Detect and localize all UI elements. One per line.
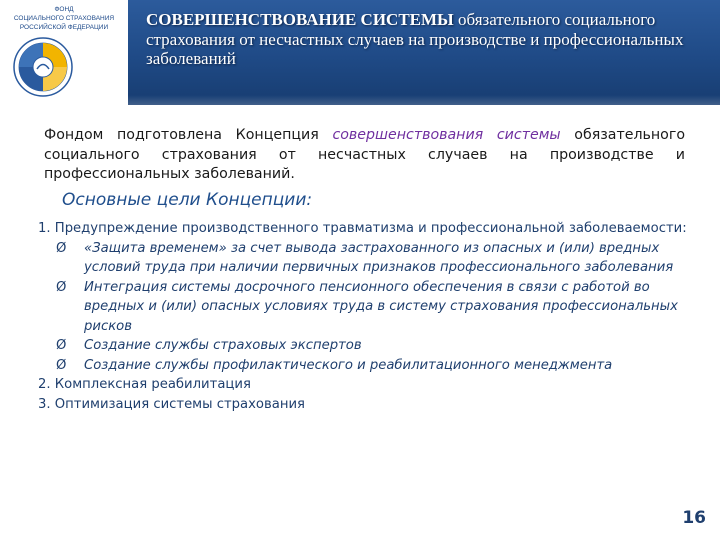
page-number: 16 [682, 508, 706, 528]
header-band-shade [128, 95, 720, 105]
fss-emblem-icon [12, 36, 74, 98]
org-name [0, 5, 128, 32]
intro-text-2: обязательного социального страхования от несчастных случаев на производстве и профессиональных заболеваний. [44, 127, 685, 182]
goal-subitem-text: Интеграция системы досрочного пенсионного обеспечения в связи с работой во вредных и (или) опасных условиях труда в систему страхования профессиональных рисков [84, 279, 678, 334]
arrow-bullet-icon: Ø [56, 338, 67, 353]
intro-paragraph [44, 126, 685, 185]
goal-item-2: 2. Комплексная реабилитация [38, 377, 251, 392]
slide-title-rest: обязательного социального страхования от несчастных случаев на производстве и профессиональных заболеваний [146, 10, 684, 68]
goal-subitem [38, 336, 690, 356]
goal-item-3: 3. Оптимизация системы страхования [38, 396, 305, 412]
goal-subitem-text: Создание службы страховых экспертов [84, 338, 362, 353]
goal-subitem-text: Создание службы профилактического и реабилитационного менеджмента [84, 357, 613, 373]
slide-title-bold: СОВЕРШЕНСТВОВАНИЕ СИСТЕМЫ [146, 10, 454, 29]
goals-heading: Основные цели Концепции: [62, 190, 313, 210]
org-name-line-3: РОССИЙСКОЙ ФЕДЕРАЦИИ [19, 24, 109, 31]
goal-subitem [38, 239, 690, 278]
org-name-line-2: СОЦИАЛЬНОГО СТРАХОВАНИЯ [13, 15, 115, 22]
goal-subitem [38, 356, 690, 376]
intro-text-1: Фондом подготовлена Концепция [44, 127, 333, 143]
arrow-bullet-icon: Ø [56, 240, 67, 256]
goal-subitem [38, 278, 690, 337]
org-name-line-1: ФОНД [54, 6, 74, 13]
goals-list [38, 219, 690, 414]
intro-text-italic: совершенствования системы [332, 127, 561, 143]
goal-item-1: 1. Предупреждение производственного травматизма и профессиональной заболеваемости: [38, 221, 687, 236]
logo-area [0, 0, 128, 105]
arrow-bullet-icon: Ø [56, 357, 67, 373]
goal-subitem-text: «Защита временем» за счет вывода застрахованного из опасных и (или) вредных условий труда при наличии первичных признаков профессионального заболевания [84, 240, 674, 275]
slide-title [146, 10, 711, 69]
arrow-bullet-icon: Ø [56, 279, 67, 295]
